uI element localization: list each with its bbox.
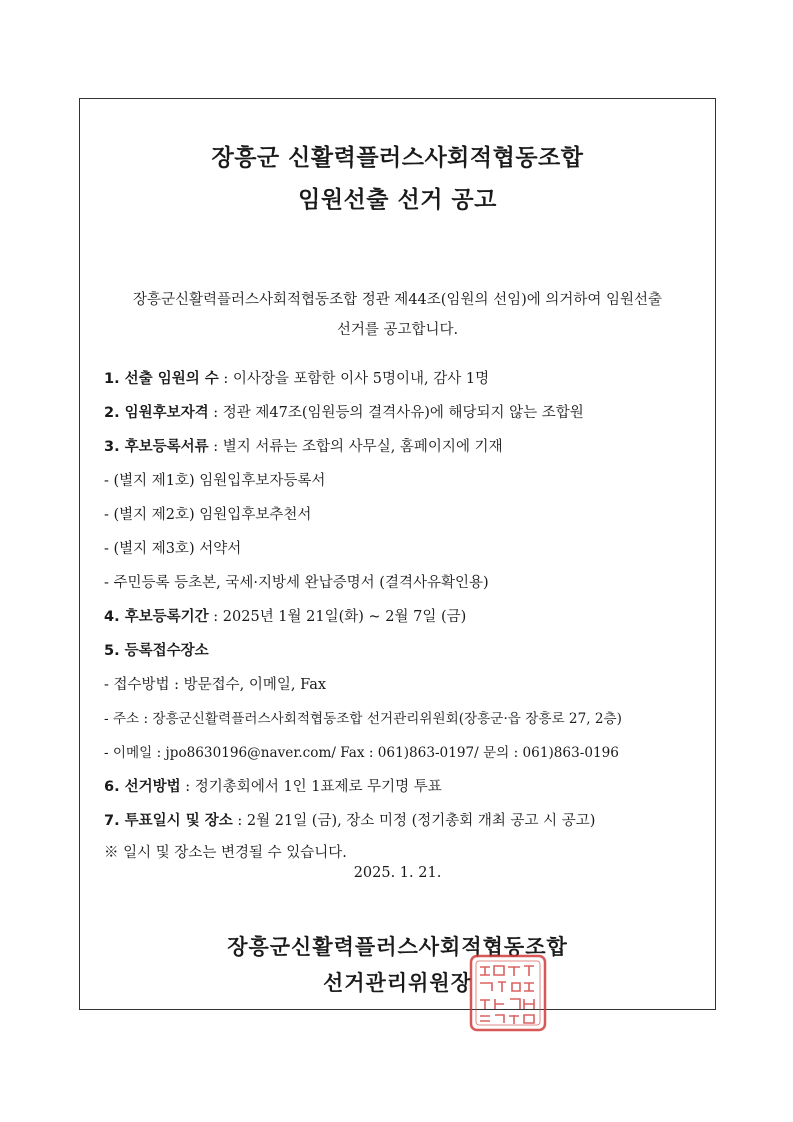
item-line: - 이메일 : jpo8630196@naver.com/ Fax : 061)863-0197/ 문의 : 061)863-0196 [104, 745, 619, 761]
title-line-1: 장흥군 신활력플러스사회적협동조합 [211, 145, 584, 171]
organization-name: 장흥군신활력플러스사회적협동조합 [227, 934, 568, 959]
intro-line-1: 장흥군신활력플러스사회적협동조합 정관 제44조(임원의 선임)에 의거하여 임원선출 [132, 292, 663, 308]
item-line: - (별지 제1호) 임원입후보자등록서 [104, 473, 326, 489]
item-line: - 주민등록 등초본, 국세·지방세 완납증명서 (결격사유확인용) [104, 575, 489, 591]
item-line: 1. 선출 임원의 수 : 이사장을 포함한 이사 5명이내, 감사 1명 [104, 371, 490, 387]
item-line: 2. 임원후보자격 : 정관 제47조(임원등의 결격사유)에 해당되지 않는 조합원 [104, 405, 584, 421]
notice-frame [79, 98, 716, 1010]
item-line: 3. 후보등록서류 : 별지 서류는 조합의 사무실, 홈페이지에 기재 [104, 439, 503, 455]
item-line: 7. 투표일시 및 장소 : 2월 21일 (금), 장소 미정 (정기총회 개최 공고 시 공고) [104, 813, 596, 829]
item-line: 5. 등록접수장소 [104, 643, 209, 659]
official-seal-icon [468, 953, 548, 1033]
notice-date: 2025. 1. 21. [353, 865, 442, 881]
item-line: - 접수방법 : 방문접수, 이메일, Fax [104, 677, 327, 693]
item-line: - (별지 제3호) 서약서 [104, 541, 242, 557]
item-line: 4. 후보등록기간 : 2025년 1월 21일(화) ~ 2월 7일 (금) [104, 609, 467, 625]
item-line: - 주소 : 장흥군신활력플러스사회적협동조합 선거관리위원회(장흥군·읍 장흥로 27, 2층) [104, 711, 622, 727]
committee-chair: 선거관리위원장 [322, 970, 472, 995]
intro-line-2: 선거를 공고합니다. [336, 322, 459, 338]
item-line: ※ 일시 및 장소는 변경될 수 있습니다. [104, 845, 347, 861]
item-line: 6. 선거방법 : 정기총회에서 1인 1표제로 무기명 투표 [104, 779, 442, 795]
title-line-2: 임원선출 선거 공고 [298, 187, 497, 213]
intro-paragraph [100, 285, 695, 345]
item-line: - (별지 제2호) 임원입후보추천서 [104, 507, 312, 523]
